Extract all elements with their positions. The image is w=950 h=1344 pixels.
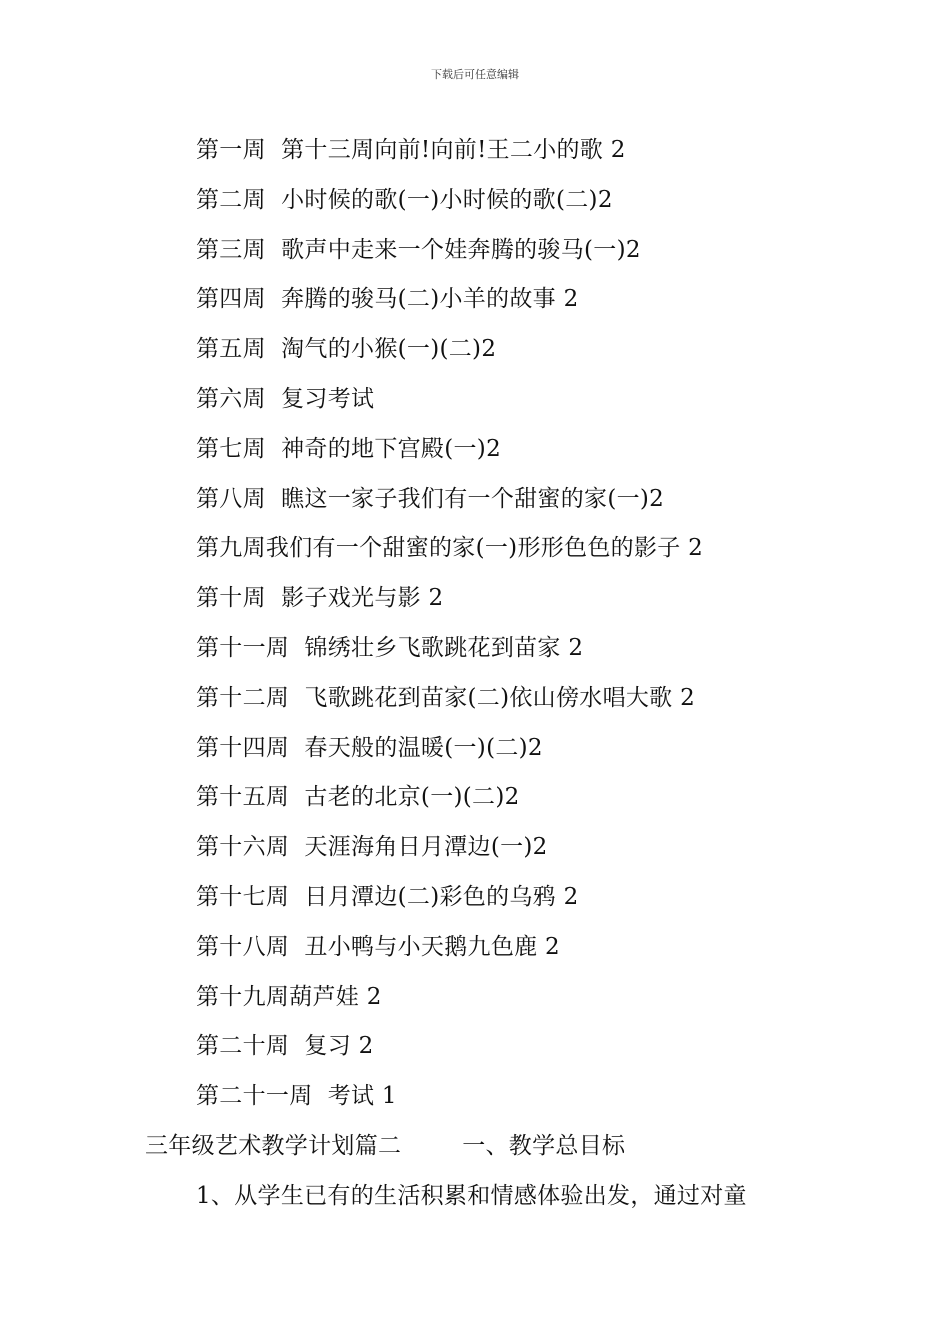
schedule-line: 第十六周 天涯海角日月潭边(一)2 (196, 834, 548, 861)
schedule-line: 第十八周 丑小鸭与小天鹅九色鹿 2 (196, 933, 560, 960)
schedule-line: 第五周 淘气的小猴(一)(二)2 (196, 336, 497, 363)
schedule-line: 第十七周 日月潭边(二)彩色的乌鸦 2 (196, 883, 579, 910)
schedule-line: 第十二周 飞歌跳花到苗家(二)依山傍水唱大歌 2 (196, 684, 696, 711)
weekly-schedule (196, 128, 703, 1124)
schedule-line: 第十四周 春天般的温暖(一)(二)2 (196, 734, 543, 761)
schedule-line: 第十一周 锦绣壮乡飞歌跳花到苗家 2 (196, 634, 584, 661)
schedule-line: 第六周 复习考试 (196, 385, 375, 412)
schedule-line: 第二十一周 考试 1 (196, 1083, 397, 1110)
schedule-line: 第十五周 古老的北京(一)(二)2 (196, 784, 520, 811)
schedule-line: 第十九周葫芦娃 2 (196, 983, 382, 1010)
header-note: 下载后可任意编辑 (431, 68, 519, 81)
schedule-line: 第十周 影子戏光与影 2 (196, 585, 444, 612)
schedule-line: 第四周 奔腾的骏马(二)小羊的故事 2 (196, 286, 579, 313)
schedule-line: 第二周 小时候的歌(一)小时候的歌(二)2 (196, 186, 613, 213)
schedule-line: 第九周我们有一个甜蜜的家(一)形形色色的影子 2 (196, 535, 704, 562)
schedule-line: 第一周 第十三周向前!向前!王二小的歌 2 (196, 137, 626, 163)
paragraph-line: 1、从学生已有的生活积累和情感体验出发，通过对童 (196, 1183, 747, 1209)
schedule-line: 第二十周 复习 2 (196, 1033, 374, 1060)
schedule-line: 第七周 神奇的地下宫殿(一)2 (196, 435, 502, 462)
schedule-line: 第八周 瞧这一家子我们有一个甜蜜的家(一)2 (196, 485, 665, 512)
schedule-line: 第三周 歌声中走来一个娃奔腾的骏马(一)2 (196, 236, 641, 263)
section-heading-line: 三年级艺术教学计划篇二 一、教学总目标 (145, 1133, 626, 1159)
